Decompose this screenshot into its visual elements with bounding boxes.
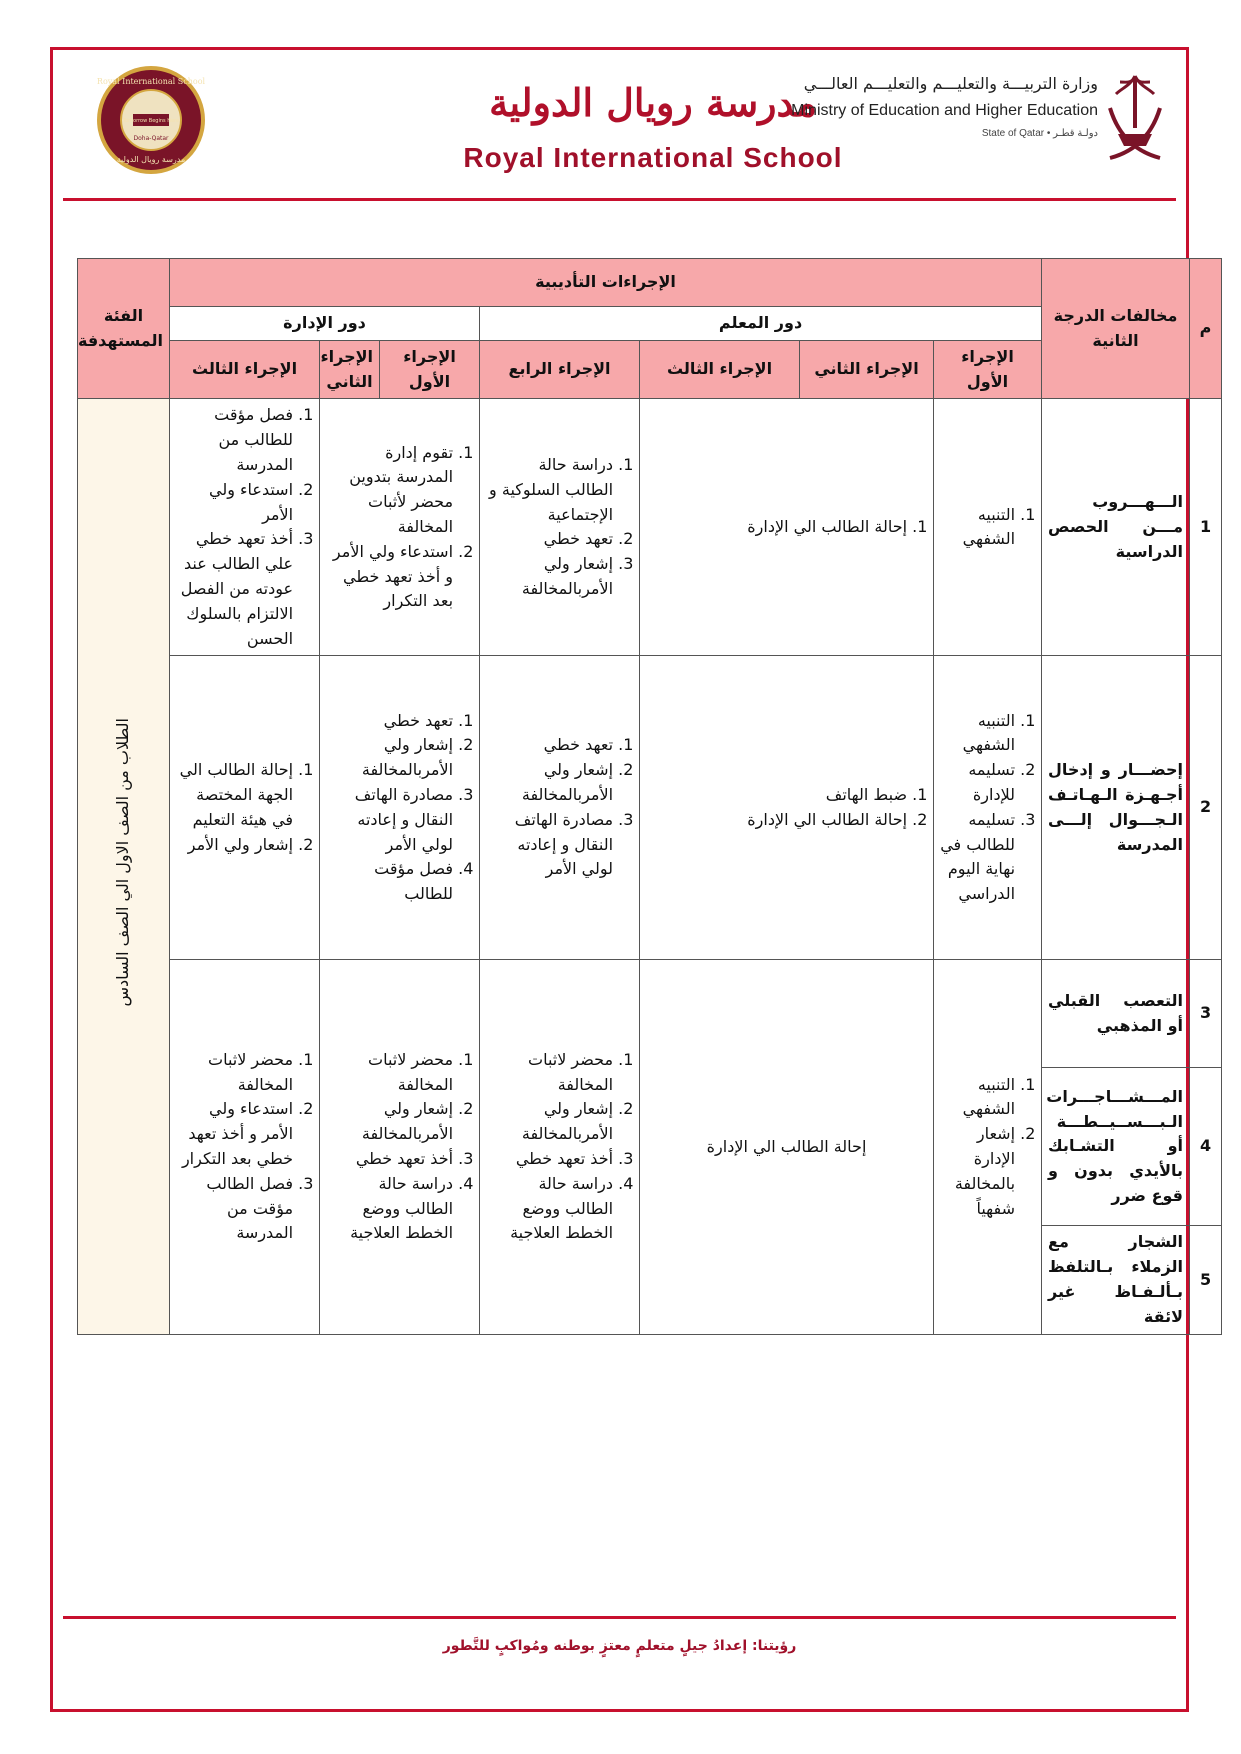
procedure-step: 1. تقوم إدارة المدرسة بتدوين محضر لأثبات المخالفة — [326, 441, 453, 540]
header-admin-step-2: الإجراء الثاني — [320, 340, 380, 399]
school-logo — [95, 64, 207, 176]
table-row — [78, 399, 1222, 656]
procedure-step: 3. أخذ تعهد خطي — [326, 1147, 453, 1172]
logo-lettering: Doha-Qatar — [133, 135, 169, 142]
admin-step-1-2-cell — [320, 656, 480, 960]
procedure-step: 2. تعهد خطي — [486, 527, 613, 552]
procedure-step: 1. فصل مؤقت للطالب من المدرسة — [176, 403, 293, 477]
procedure-step: 2. استدعاء ولي الأمر و أخذ تعهد خطي بعد التكرار — [326, 540, 453, 614]
procedure-step: 2. استدعاء ولي الأمر — [176, 478, 293, 528]
logo-lettering: Royal International School — [96, 77, 206, 86]
procedure-step: 1. التنبيه الشفهي — [940, 709, 1015, 759]
procedure-step: 2. استدعاء ولي الأمر و أخذ تعهد خطي بعد التكرار — [176, 1097, 293, 1171]
ministry-name-arabic: وزارة التربيـــة والتعليـــم والتعليـــم العالـــي — [803, 74, 1098, 93]
teacher-step-4-cell — [480, 399, 640, 656]
admin-step-1-2-cell — [320, 960, 480, 1334]
row-number: 1 — [1190, 399, 1222, 656]
procedure-step: 1. دراسة حالة الطالب السلوكية و الإجتماعية — [486, 453, 613, 527]
header-violations: مخالفات الدرجة الثانية — [1042, 259, 1190, 399]
logo-lettering: Tomorrow Begins Here — [122, 118, 180, 124]
violation-cell: المـــشـــاجـــرات الـبـــســيــطـــة أو التشـابك بالأيدي بدون و قوع ضرر — [1042, 1068, 1190, 1226]
procedure-step: 2. إشعار ولي الأمربالمخالفة — [486, 1097, 613, 1147]
violation-cell: التعصب القبلي أو المذهبي — [1042, 960, 1190, 1068]
admin-step-3-cell — [170, 399, 320, 656]
row-number: 2 — [1190, 656, 1222, 960]
header-teacher-step-2: الإجراء الثاني — [800, 340, 934, 399]
procedure-step: 1. إحالة الطالب الي الجهة المختصة في هيئة التعليم — [176, 758, 293, 832]
procedure-step: 1. محضر لاثبات المخالفة — [176, 1048, 293, 1098]
header-teacher-role: دور المعلم — [480, 307, 1042, 341]
procedure-step: 1. محضر لاثبات المخالفة — [326, 1048, 453, 1098]
page-frame — [50, 47, 1212, 1712]
qatar-emblem-icon — [1102, 68, 1168, 168]
procedure-step: 3. مصادرة الهاتف النقال و إعادته لولي الأمر — [326, 783, 453, 857]
procedure-step: 4. دراسة حالة الطالب ووضع الخطط العلاجية — [326, 1172, 453, 1246]
procedure-step: 3. أخذ تعهد خطي — [486, 1147, 613, 1172]
row-number: 4 — [1190, 1068, 1222, 1226]
footer-divider — [63, 1616, 1176, 1619]
teacher-step-1-cell — [934, 399, 1042, 656]
ministry-name-english: Ministry of Education and Higher Education — [791, 102, 1098, 119]
school-name-arabic: مدرسة رويال الدولية — [489, 80, 817, 125]
header-number: م — [1190, 259, 1222, 399]
header-admin-role: دور الإدارة — [170, 307, 480, 341]
teacher-step-2-3-cell: إحالة الطالب الي الإدارة — [640, 960, 934, 1334]
violation-cell: الـــهـــروب مـــن الحصص الدراسية — [1042, 399, 1190, 656]
procedure-step: 3. فصل الطالب مؤقت من المدرسة — [176, 1172, 293, 1246]
procedure-step: 2. تسليمه للإدارة — [940, 758, 1015, 808]
procedure-step: 3. إشعار ولي الأمربالمخالفة — [486, 552, 613, 602]
target-group-cell — [78, 399, 170, 1334]
procedure-step: 1. إحالة الطالب الي الإدارة — [646, 515, 907, 540]
admin-step-3-cell — [170, 960, 320, 1334]
procedure-step: 2. إشعار ولي الأمربالمخالفة — [326, 1097, 453, 1147]
procedure-step: 4. دراسة حالة الطالب ووضع الخطط العلاجية — [486, 1172, 613, 1246]
vision-statement: رؤيتنا: إعدادُ جيلٍ متعلمٍ معتزٍ بوطنه ومُواكبٍ للتَّطور — [442, 1638, 797, 1654]
disciplinary-table — [77, 258, 1222, 1335]
ministry-state: State of Qatar • دولـة قطـر — [981, 128, 1098, 139]
row-number: 3 — [1190, 960, 1222, 1068]
header-teacher-step-1: الإجراء الأول — [934, 340, 1042, 399]
target-group-text: الطلاب من الصف الاول الي الصف السادس — [113, 718, 133, 1007]
row-number: 5 — [1190, 1226, 1222, 1334]
procedure-step: 3. تسليمه للطالب في نهاية اليوم الدراسي — [940, 808, 1015, 907]
procedure-step: 2. إشعار ولي الأمر — [176, 833, 293, 858]
procedure-step: 1. محضر لاثبات المخالفة — [486, 1048, 613, 1098]
teacher-step-2-3-cell — [640, 399, 934, 656]
procedure-step: 3. أخذ تعهد خطي علي الطالب عند عودته من الفصل الالتزام بالسلوك الحسن — [176, 527, 293, 651]
procedure-step: 2. إشعار الإدارة بالمخالفة شفهياً — [940, 1122, 1015, 1221]
header-admin-step-1: الإجراء الأول — [380, 340, 480, 399]
procedure-step: 1. تعهد خطي — [486, 733, 613, 758]
procedure-step: 2. إشعار ولي الأمربالمخالفة — [486, 758, 613, 808]
procedure-step: 2. إحالة الطالب الي الإدارة — [646, 808, 907, 833]
header-target-group: الفئة المستهدفة — [78, 259, 170, 399]
header-divider — [63, 198, 1176, 201]
teacher-step-4-cell — [480, 960, 640, 1334]
procedure-step: 1. التنبيه الشفهي — [940, 1073, 1015, 1123]
procedure-step: 3. مصادرة الهاتف النقال و إعادته لولي الأمر — [486, 808, 613, 882]
teacher-step-4-cell — [480, 656, 640, 960]
table-row — [78, 656, 1222, 960]
procedure-step: 4. فصل مؤقت للطالب — [326, 857, 453, 907]
teacher-step-1-cell — [934, 656, 1042, 960]
procedure-step: 1. التنبيه الشفهي — [940, 503, 1015, 553]
header-teacher-step-4: الإجراء الرابع — [480, 340, 640, 399]
procedure-step: 2. إشعار ولي الأمربالمخالفة — [326, 733, 453, 783]
procedure-step: 1. تعهد خطي — [326, 709, 453, 734]
header-admin-step-3: الإجراء الثالث — [170, 340, 320, 399]
letterhead — [53, 50, 1186, 198]
teacher-step-2-3-cell — [640, 656, 934, 960]
logo-lettering: مدرسة رويال الدولية — [116, 155, 186, 164]
header-teacher-step-3: الإجراء الثالث — [640, 340, 800, 399]
admin-step-3-cell — [170, 656, 320, 960]
admin-step-1-2-cell — [320, 399, 480, 656]
violation-cell: إحضـــار و إدخال أجـهـزة الـهـاتـف الـجـــوال إلـــى المدرسة — [1042, 656, 1190, 960]
school-name-english: Royal International School — [463, 142, 843, 173]
procedure-step: 1. ضبط الهاتف — [646, 783, 907, 808]
table-row — [78, 960, 1222, 1068]
header-procedures: الإجراءات التأديبية — [170, 259, 1042, 307]
violation-cell: الشجار مع الزملاء بـالتلفظ بـألـفـاظ غير لائقة — [1042, 1226, 1190, 1334]
teacher-step-1-cell — [934, 960, 1042, 1334]
